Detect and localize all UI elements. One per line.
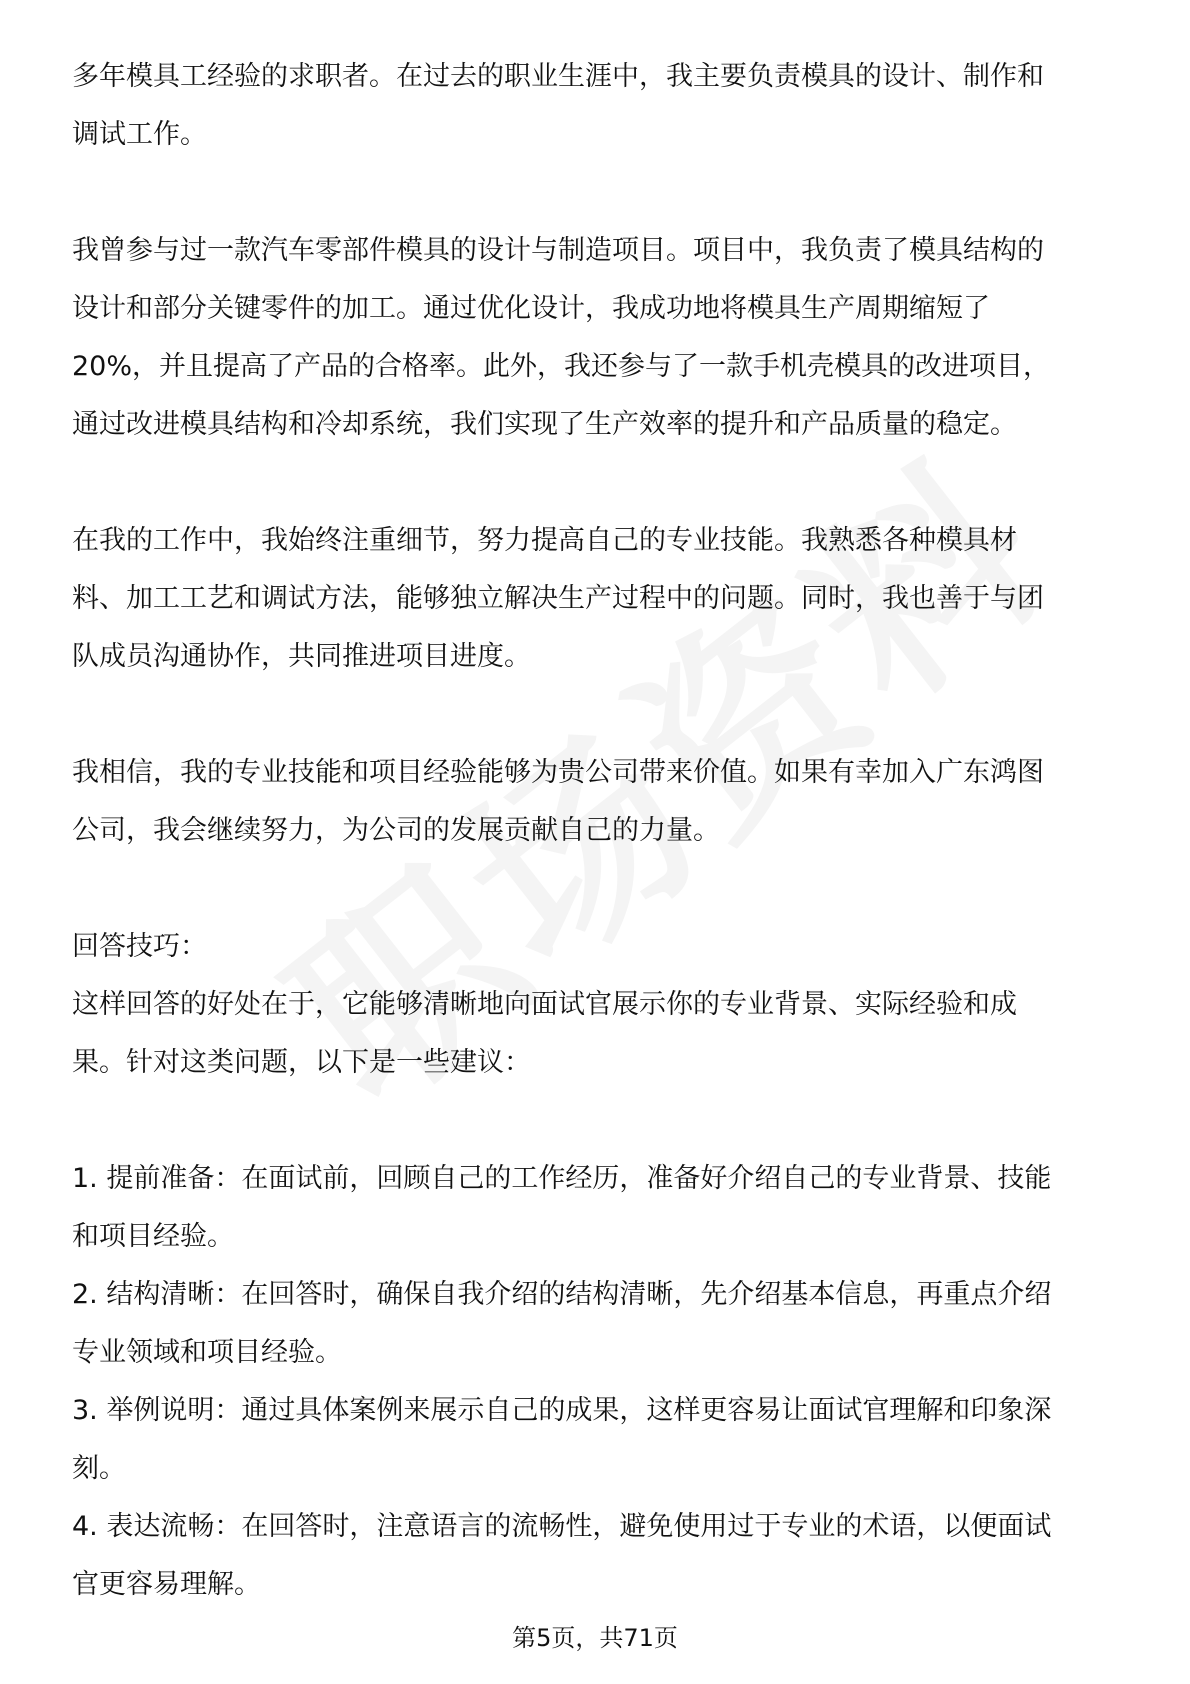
paragraph-closing <box>72 744 1122 860</box>
tip-item-3 <box>72 1382 1122 1498</box>
text-line: 官更容易理解。 <box>72 1569 261 1600</box>
tip-item-4 <box>72 1498 1122 1614</box>
text-line: 设计和部分关键零件的加工。通过优化设计，我成功地将模具生产周期缩短了 <box>72 293 990 324</box>
text-line: 我曾参与过一款汽车零部件模具的设计与制造项目。项目中，我负责了模具结构的 <box>72 235 1044 266</box>
tips-section <box>72 918 1122 1614</box>
text-line: 1. 提前准备：在面试前，回顾自己的工作经历，准备好介绍自己的专业背景、技能 <box>72 1163 1052 1194</box>
text-line: 多年模具工经验的求职者。在过去的职业生涯中，我主要负责模具的设计、制作和 <box>72 61 1044 92</box>
tips-heading: 回答技巧： <box>72 931 207 962</box>
tip-item-2 <box>72 1266 1122 1382</box>
text-line: 在我的工作中，我始终注重细节，努力提高自己的专业技能。我熟悉各种模具材 <box>72 525 1017 556</box>
text-line: 3. 举例说明：通过具体案例来展示自己的成果，这样更容易让面试官理解和印象深 <box>72 1395 1052 1426</box>
tip-item-1 <box>72 1150 1122 1266</box>
text-line: 刻。 <box>72 1453 126 1484</box>
text-line: 公司，我会继续努力，为公司的发展贡献自己的力量。 <box>72 815 720 846</box>
paragraph-skills <box>72 512 1122 686</box>
text-line: 2. 结构清晰：在回答时，确保自我介绍的结构清晰，先介绍基本信息，再重点介绍 <box>72 1279 1052 1310</box>
text-line: 通过改进模具结构和冷却系统，我们实现了生产效率的提升和产品质量的稳定。 <box>72 409 1017 440</box>
page-number-footer: 第5页，共71页 <box>512 1624 678 1652</box>
text-line: 20%，并且提高了产品的合格率。此外，我还参与了一款手机壳模具的改进项目， <box>72 351 1051 382</box>
text-line: 果。针对这类问题，以下是一些建议： <box>72 1047 531 1078</box>
text-line: 和项目经验。 <box>72 1221 234 1252</box>
text-line: 我相信，我的专业技能和项目经验能够为贵公司带来价值。如果有幸加入广东鸿图 <box>72 757 1044 788</box>
text-line: 料、加工工艺和调试方法，能够独立解决生产过程中的问题。同时，我也善于与团 <box>72 583 1044 614</box>
paragraph-intro <box>72 48 1122 164</box>
text-line: 队成员沟通协作，共同推进项目进度。 <box>72 641 531 672</box>
text-line: 4. 表达流畅：在回答时，注意语言的流畅性，避免使用过于专业的术语，以便面试 <box>72 1511 1052 1542</box>
paragraph-projects <box>72 222 1122 454</box>
document-body <box>72 48 1122 1614</box>
text-line: 调试工作。 <box>72 119 207 150</box>
text-line: 专业领域和项目经验。 <box>72 1337 342 1368</box>
text-line: 这样回答的好处在于，它能够清晰地向面试官展示你的专业背景、实际经验和成 <box>72 989 1017 1020</box>
